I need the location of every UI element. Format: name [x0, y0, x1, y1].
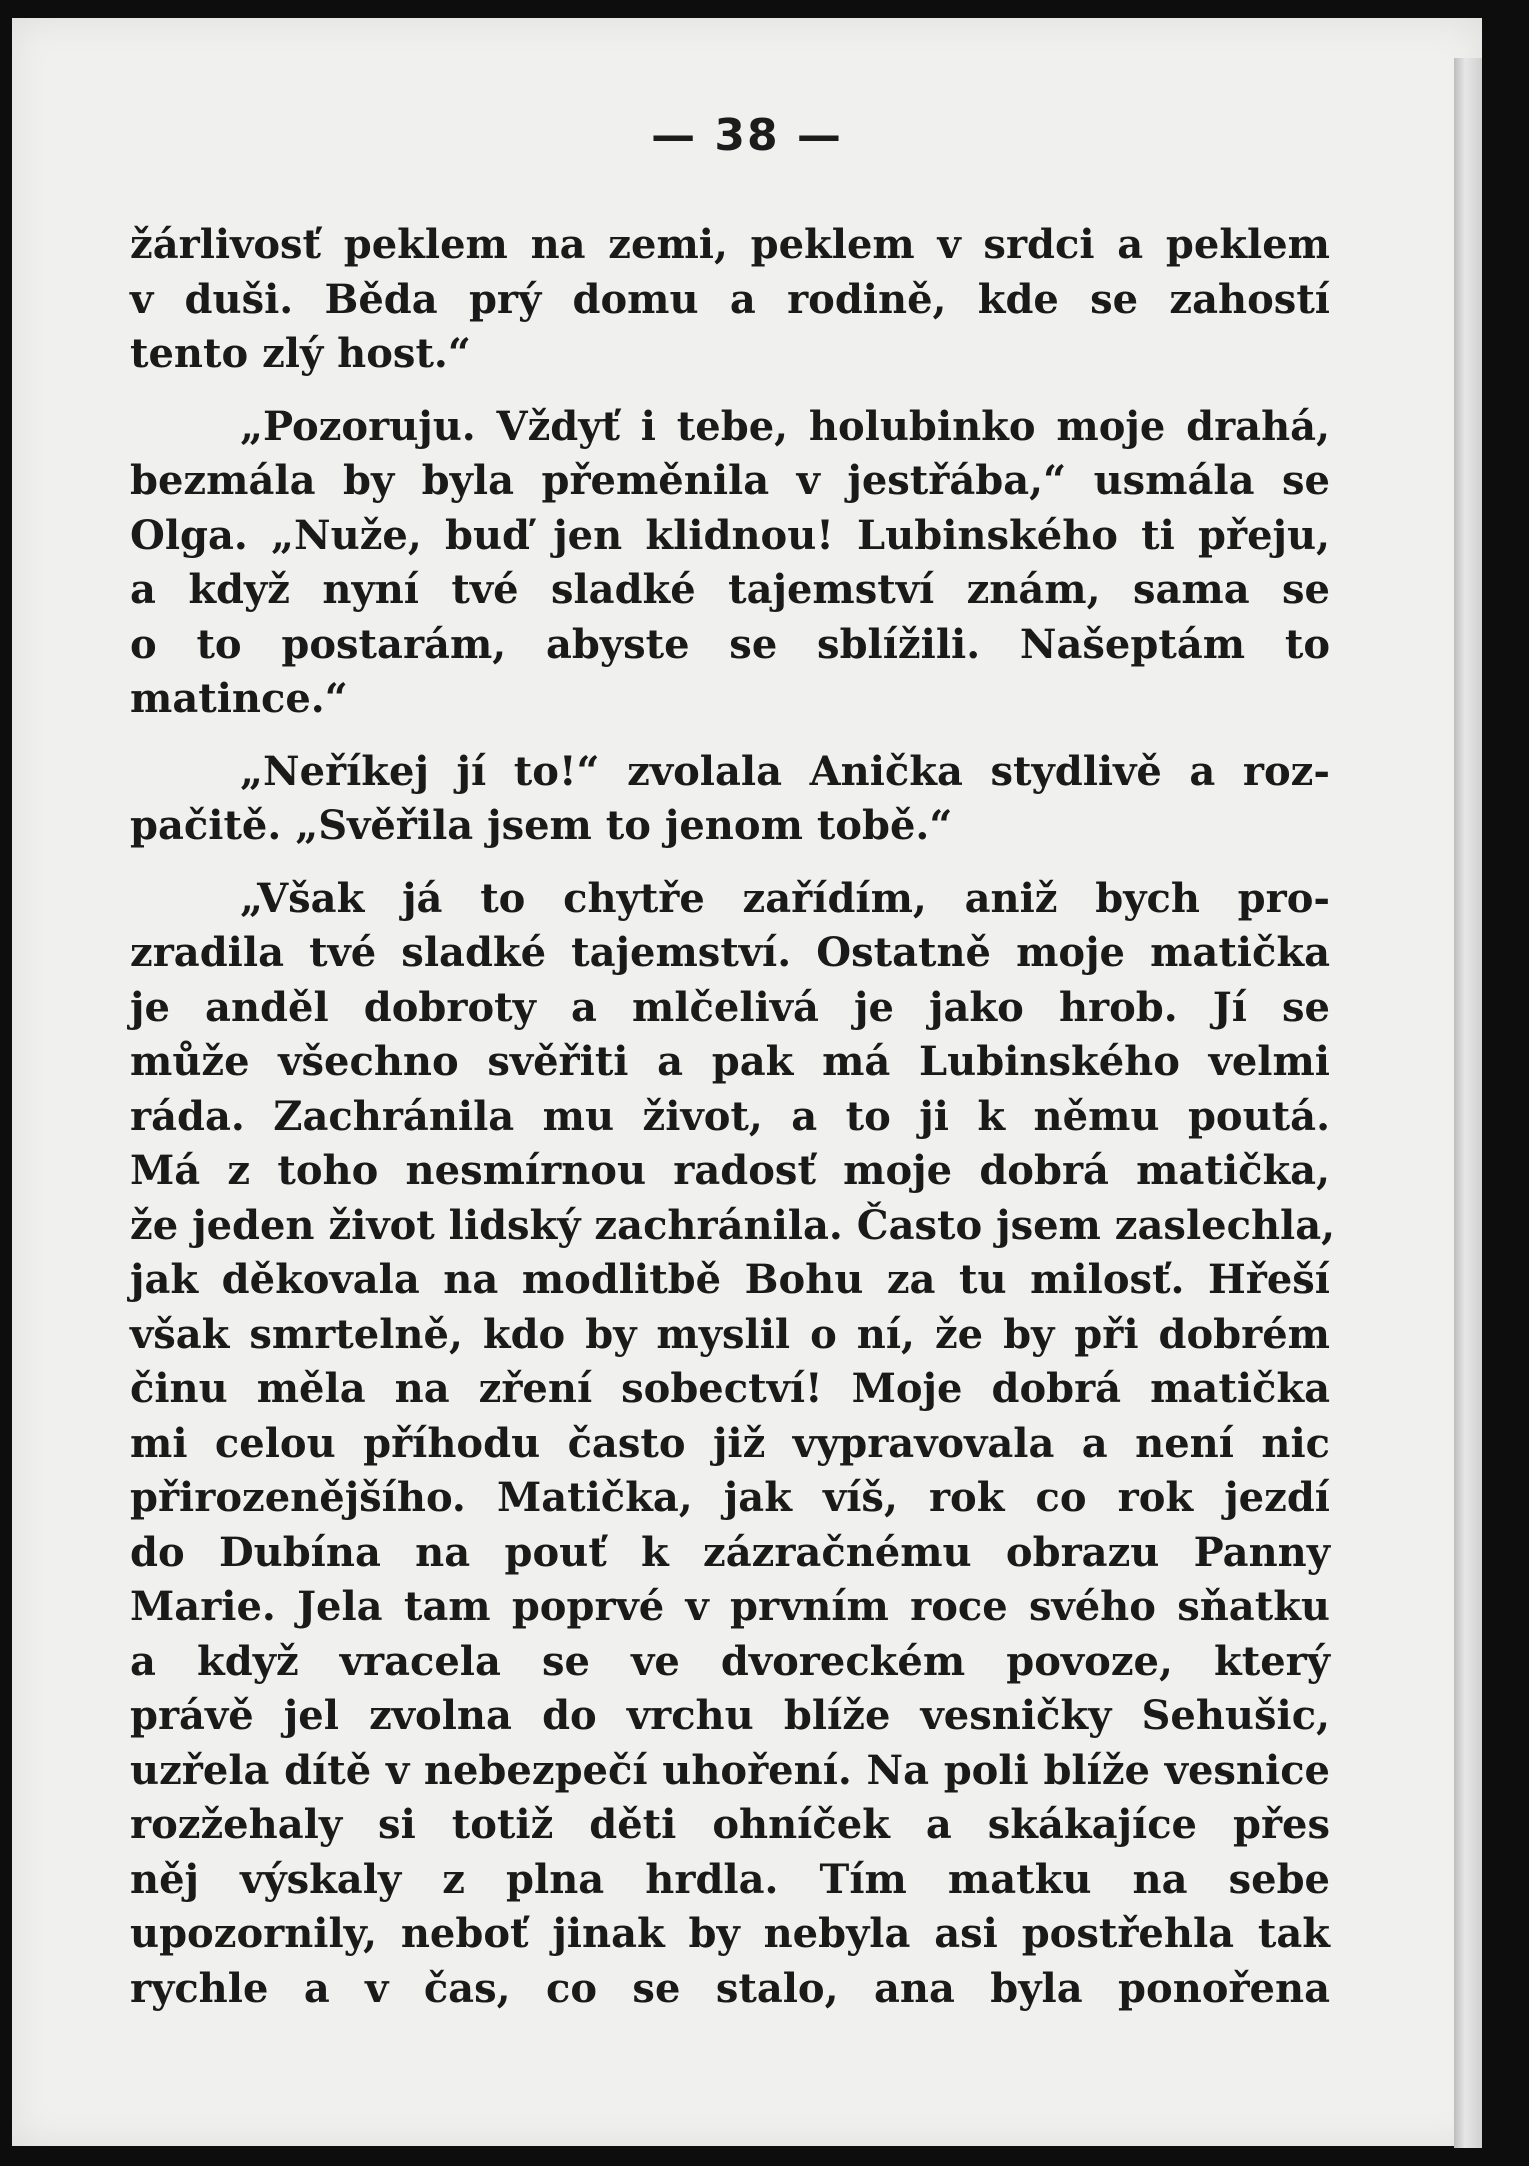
text-line: do Dubína na pouť k zázračnému obrazu Panny — [130, 1528, 1330, 1576]
text-line: něj výskaly z plna hrdla. Tím matku na sebe — [130, 1855, 1330, 1903]
paragraph-3 — [130, 745, 1330, 854]
text-line: rozžehaly si totiž děti ohníček a skákajíce přes — [130, 1801, 1330, 1848]
text-line: rychle a v čas, co se stalo, ana byla ponořena — [130, 1964, 1330, 2012]
text-line: mi celou příhodu často již vypravovala a není nic — [130, 1419, 1330, 1467]
text-line: v duši. Běda prý domu a rodině, kde se zahostí — [130, 275, 1330, 323]
text-line: právě jel zvolna do vrchu blíže vesničky Sehušic, — [130, 1692, 1330, 1739]
text-line: Má z toho nesmírnou radosť moje dobrá matička, — [130, 1147, 1330, 1194]
text-line: může všechno svěřiti a pak má Lubinského velmi — [130, 1038, 1330, 1085]
text-line: o to postarám, abyste se sblížili. Našeptám to — [130, 620, 1330, 668]
text-line: zradila tvé sladké tajemství. Ostatně moje matička — [130, 929, 1330, 976]
text-line: že jeden život lidský zachránila. Často jsem zaslechla, — [130, 1201, 1336, 1249]
text-line: bezmála by byla přeměnila v jestřába,“ usmála se — [130, 457, 1330, 504]
text-line: matince.“ — [130, 675, 348, 722]
text-line: přirozenějšího. Matička, jak víš, rok co rok jezdí — [130, 1474, 1330, 1521]
text-line: Marie. Jela tam poprvé v prvním roce svého sňatku — [130, 1583, 1330, 1630]
body-text — [130, 218, 1336, 2016]
text-line: je anděl dobroty a mlčelivá je jako hrob. Jí se — [130, 983, 1330, 1031]
paragraph-1 — [130, 218, 1330, 382]
text-line: však smrtelně, kdo by myslil o ní, že by při dobrém — [130, 1310, 1330, 1358]
text-line: činu měla na zření sobectví! Moje dobrá matička — [130, 1365, 1330, 1412]
text-line: ráda. Zachránila mu život, a to ji k němu poutá. — [130, 1092, 1330, 1140]
text-line: „Pozoruju. Vždyť i tebe, holubinko moje drahá, — [240, 402, 1330, 450]
paragraph-2 — [130, 400, 1330, 727]
text-line: „Neříkej jí to!“ zvolala Anička stydlivě a roz- — [240, 747, 1330, 795]
text-line: jak děkovala na modlitbě Bohu za tu milosť. Hřeší — [130, 1256, 1330, 1303]
page-number: — 38 — — [651, 110, 843, 161]
paragraph-4 — [130, 872, 1336, 2017]
text-line: a když vracela se ve dvoreckém povoze, který — [130, 1637, 1330, 1685]
text-line: „Však já to chytře zařídím, aniž bych pro- — [240, 874, 1330, 922]
text-line: Olga. „Nuže, buď jen klidnou! Lubinského ti přeju, — [130, 511, 1330, 559]
text-line: a když nyní tvé sladké tajemství znám, sama se — [130, 566, 1330, 613]
text-line: upozornily, neboť jinak by nebyla asi postřehla tak — [130, 1910, 1330, 1957]
text-line: uzřela dítě v nebezpečí uhoření. Na poli blíže vesnice — [130, 1746, 1330, 1794]
text-line: pačitě. „Svěřila jsem to jenom tobě.“ — [130, 802, 953, 849]
text-line: žárlivosť peklem na zemi, peklem v srdci a peklem — [130, 221, 1330, 268]
text-line: tento zlý host.“ — [130, 330, 471, 377]
page-edge — [1454, 58, 1482, 2148]
book-page — [12, 18, 1482, 2146]
